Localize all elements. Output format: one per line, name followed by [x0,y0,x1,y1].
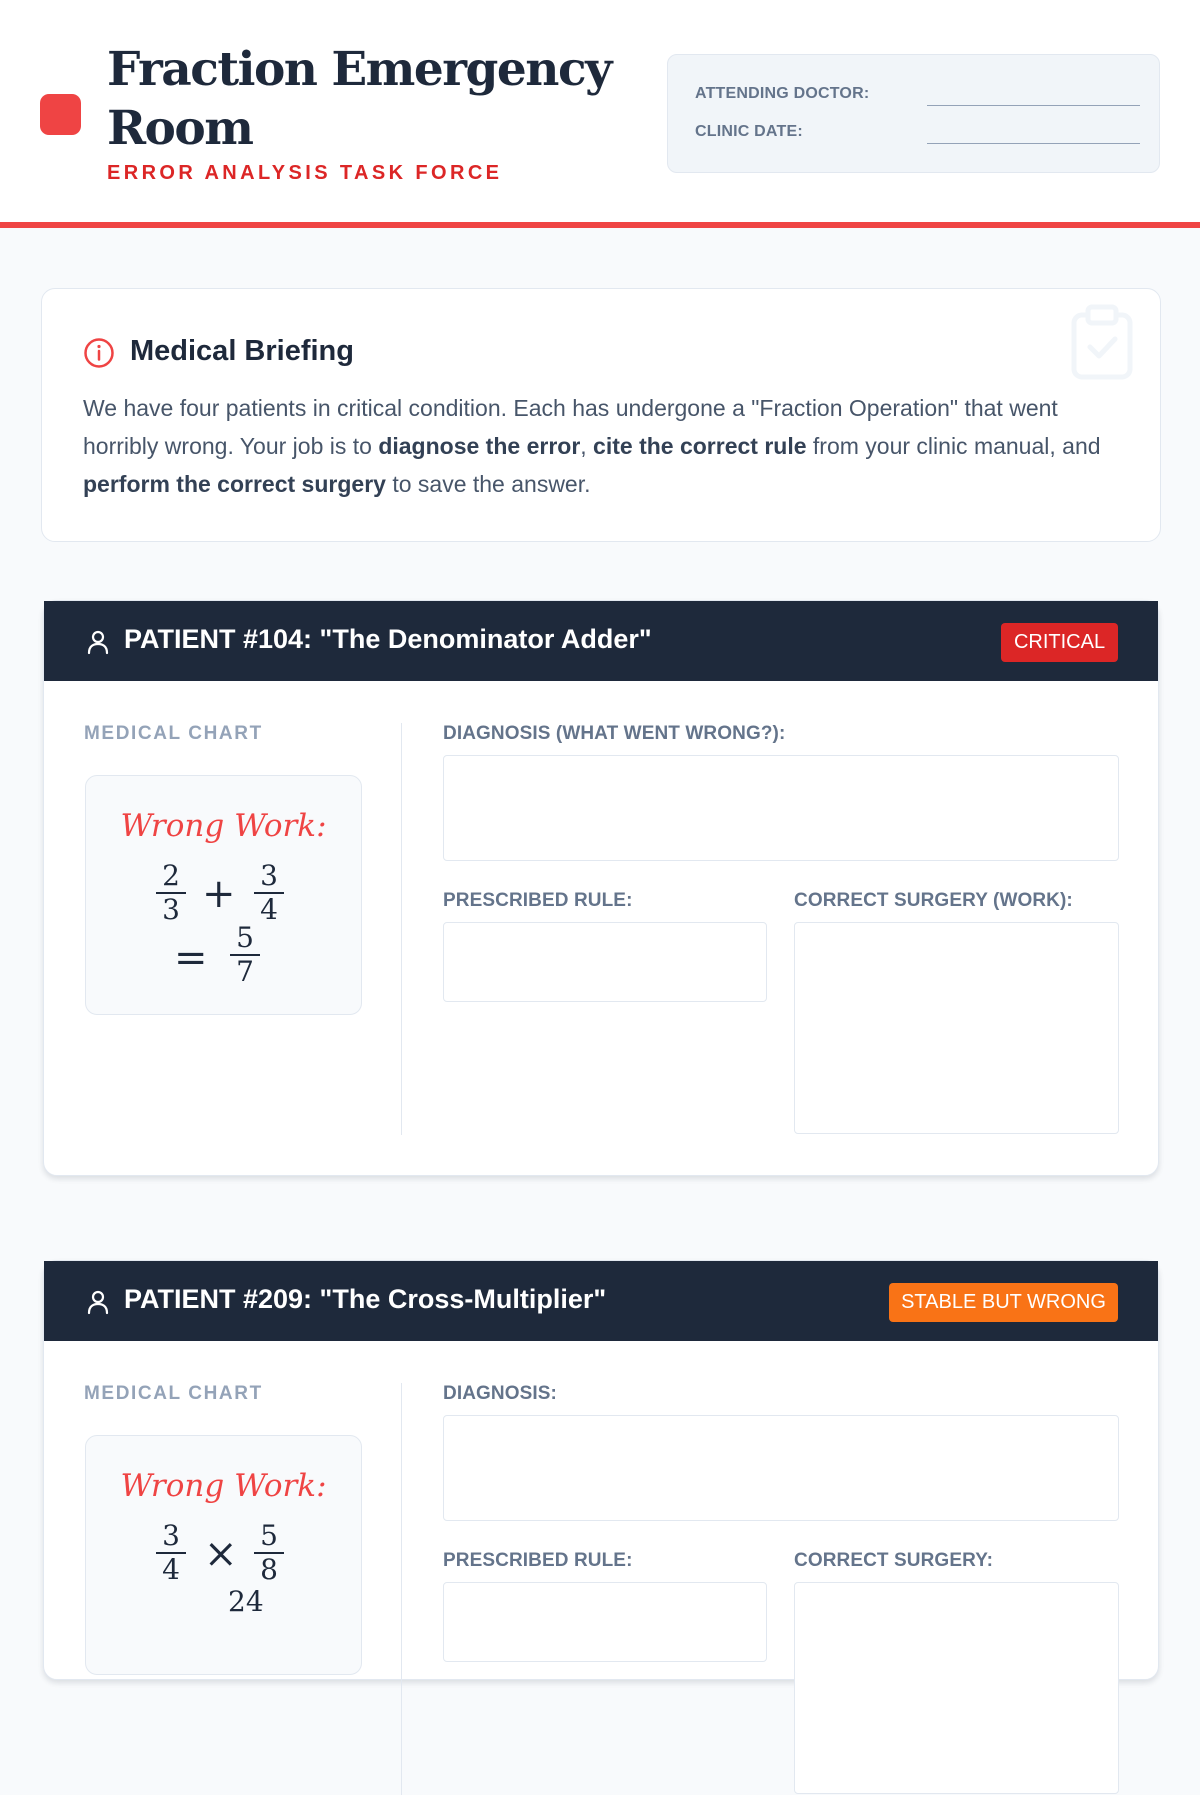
column-divider [401,723,402,1135]
fraction-b: 3 4 [254,860,284,926]
operator: × [204,1531,238,1577]
patient-title: PATIENT #209: "The Cross-Multiplier" [124,1284,607,1314]
person-icon [86,1289,110,1315]
correct-surgery-field[interactable] [794,922,1119,1134]
attending-doctor-label: ATTENDING DOCTOR: [695,85,870,102]
correct-surgery-label: CORRECT SURGERY: [794,1550,993,1571]
attending-doctor-field[interactable] [927,105,1140,106]
medical-briefing-card [41,288,1161,542]
patient-title: PATIENT #104: "The Denominator Adder" [124,624,652,654]
fraction-a: 3 4 [156,1520,186,1586]
prescribed-rule-field[interactable] [443,1582,767,1662]
equals-sign: = [174,935,208,981]
clinic-date-field[interactable] [927,143,1140,144]
doctor-info-box [667,54,1160,173]
operator: + [202,871,236,917]
medical-chart-label: MEDICAL CHART [84,1383,263,1404]
fraction-a: 2 3 [156,860,186,926]
clipboard-check-icon [1070,305,1136,381]
wrong-work-box [85,775,362,1015]
brand-logo-square [40,94,81,135]
result-partial: 24 [228,1585,264,1618]
clinic-date-label: CLINIC DATE: [695,123,803,140]
status-badge: STABLE BUT WRONG [889,1283,1118,1322]
info-circle-icon [83,337,115,369]
diagnosis-field[interactable] [443,755,1119,861]
diagnosis-label: DIAGNOSIS (WHAT WENT WRONG?): [443,723,786,744]
prescribed-rule-label: PRESCRIBED RULE: [443,1550,633,1571]
page-subtitle: ERROR ANALYSIS TASK FORCE [107,162,503,184]
wrong-work-box [85,1435,362,1675]
patient-header [44,601,1158,681]
fraction-b: 5 8 [254,1520,284,1586]
column-divider [401,1383,402,1795]
fraction-result: 5 7 [230,922,260,988]
diagnosis-field[interactable] [443,1415,1119,1521]
correct-surgery-label: CORRECT SURGERY (WORK): [794,890,1073,911]
status-badge: CRITICAL [1001,623,1118,662]
diagnosis-label: DIAGNOSIS: [443,1383,557,1404]
briefing-text: We have four patients in critical condition. Each has undergone a "Fraction Operation" that went horribly wrong. Your job is to diagnose the error, cite the correct rule from your clinic manual, and perform the correct surgery to save the answer. [83,395,1101,497]
patient-card [43,600,1159,1176]
medical-chart-label: MEDICAL CHART [84,723,263,744]
prescribed-rule-field[interactable] [443,922,767,1002]
wrong-work-title: Wrong Work: [120,808,327,844]
patient-header [44,1261,1158,1341]
patient-card [43,1260,1159,1680]
person-icon [86,629,110,655]
briefing-title: Medical Briefing [130,335,354,367]
correct-surgery-field[interactable] [794,1582,1119,1794]
wrong-work-title: Wrong Work: [120,1468,327,1504]
page-header [0,0,1200,228]
page-title: Fraction Emergency Room [107,42,611,156]
prescribed-rule-label: PRESCRIBED RULE: [443,890,633,911]
